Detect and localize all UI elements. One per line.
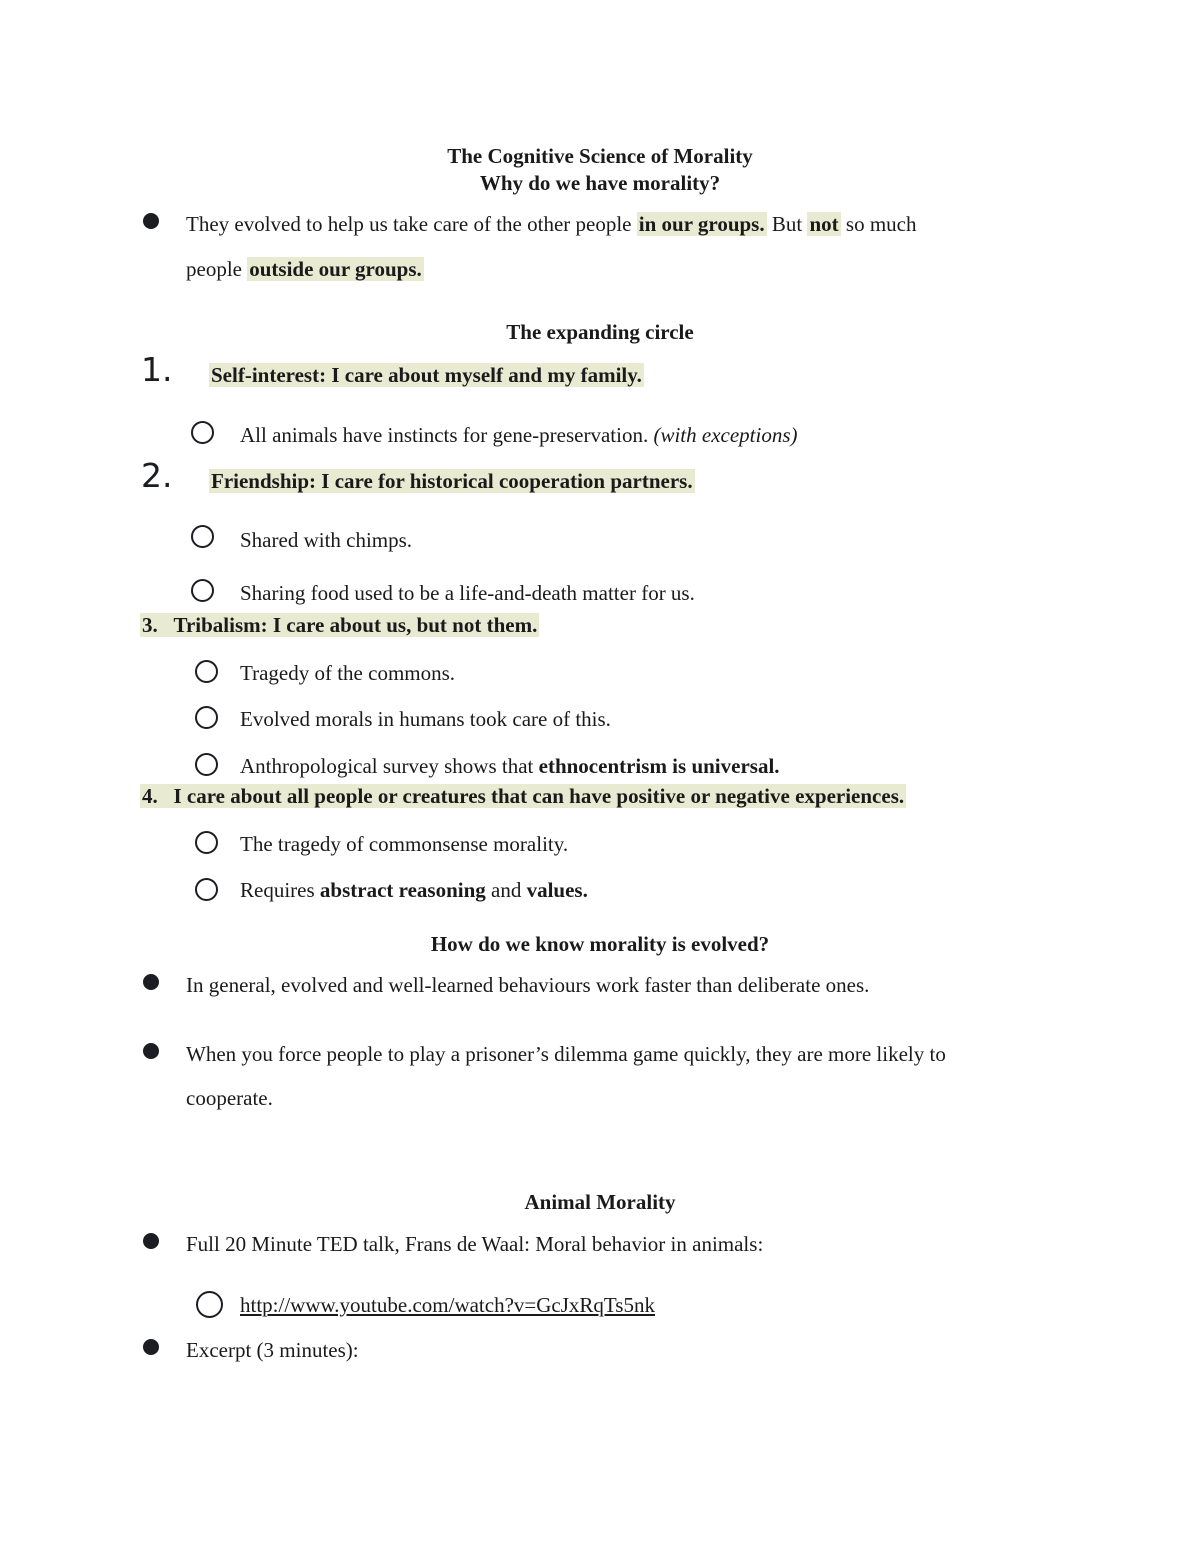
highlight-outside-our-groups: outside our groups. (249, 257, 422, 281)
list-item-label: Friendship: I care for historical cooperation partners. (211, 469, 693, 493)
list-number: 3. (142, 613, 158, 637)
list-item-label: Self-interest: I care about myself and my family. (211, 363, 642, 387)
bullet-icon (143, 1233, 159, 1249)
list-number: 2. (141, 456, 173, 495)
intro-text: people (186, 257, 248, 281)
bullet-text: In general, evolved and well-learned behaviours work faster than deliberate ones. (186, 973, 870, 997)
sub-item (240, 754, 780, 778)
highlight-in-our-groups: in our groups. (638, 212, 765, 236)
bullet-text-continued: cooperate. (186, 1086, 273, 1110)
list-number: 1. (141, 350, 173, 389)
sub-item-text: Requires (240, 878, 320, 902)
list-item-all-creatures (140, 784, 906, 808)
sub-item: The tragedy of commonsense morality. (240, 832, 569, 856)
list-number: 4. (142, 784, 158, 808)
sub-item-italic: (with exceptions) (653, 423, 798, 447)
bullet-icon (143, 1043, 159, 1059)
bullet-text: Excerpt (3 minutes): (186, 1338, 359, 1362)
list-item-label: Tribalism: I care about us, but not them. (173, 613, 538, 637)
list-item-tribalism (140, 613, 539, 637)
intro-line-2 (186, 257, 424, 281)
sub-item (240, 878, 588, 902)
section-heading-evolved: How do we know morality is evolved? (430, 932, 770, 956)
circle-bullet-icon (195, 753, 218, 776)
circle-bullet-icon (195, 660, 218, 683)
bullet-icon (143, 1339, 159, 1355)
sub-item-text: and (485, 878, 527, 902)
circle-bullet-icon (191, 579, 214, 602)
page-title: The Cognitive Science of Morality (447, 144, 753, 168)
sub-item-text: Anthropological survey shows that (240, 754, 539, 778)
sub-item: Shared with chimps. (240, 528, 413, 552)
list-item-friendship (209, 469, 695, 493)
list-item-label: I care about all people or creatures that can have positive or negative experiences. (173, 784, 905, 808)
youtube-link[interactable]: http://www.youtube.com/watch?v=GcJxRqTs5nk (240, 1293, 655, 1317)
list-item-self-interest (209, 363, 644, 387)
sub-item (240, 1293, 655, 1317)
circle-bullet-icon (195, 878, 218, 901)
bullet-text: Full 20 Minute TED talk, Frans de Waal: Moral behavior in animals: (186, 1232, 764, 1256)
sub-item: Tragedy of the commons. (240, 661, 456, 685)
sub-item-bold: values. (526, 878, 588, 902)
intro-line-1 (186, 212, 916, 236)
intro-text: so much (840, 212, 917, 236)
section-heading-animal-morality: Animal Morality (524, 1190, 676, 1214)
sub-item-text: All animals have instincts for gene-preservation. (240, 423, 654, 447)
circle-bullet-icon (191, 421, 214, 444)
intro-text: But (766, 212, 808, 236)
intro-text: They evolved to help us take care of the other people (186, 212, 637, 236)
sub-item: Sharing food used to be a life-and-death matter for us. (240, 581, 695, 605)
circle-bullet-icon (191, 525, 214, 548)
sub-item: Evolved morals in humans took care of this. (240, 707, 611, 731)
highlight-not: not (809, 212, 839, 236)
circle-bullet-icon (196, 1291, 223, 1318)
sub-item-bold: ethnocentrism is universal. (538, 754, 780, 778)
bullet-icon (143, 213, 159, 229)
sub-item-bold: abstract reasoning (319, 878, 486, 902)
circle-bullet-icon (195, 706, 218, 729)
page-subtitle: Why do we have morality? (479, 171, 721, 195)
circle-bullet-icon (195, 831, 218, 854)
section-heading-expanding-circle: The expanding circle (506, 320, 694, 344)
bullet-text: When you force people to play a prisoner’s dilemma game quickly, they are more likely to (186, 1042, 946, 1066)
bullet-icon (143, 974, 159, 990)
sub-item (240, 423, 798, 447)
